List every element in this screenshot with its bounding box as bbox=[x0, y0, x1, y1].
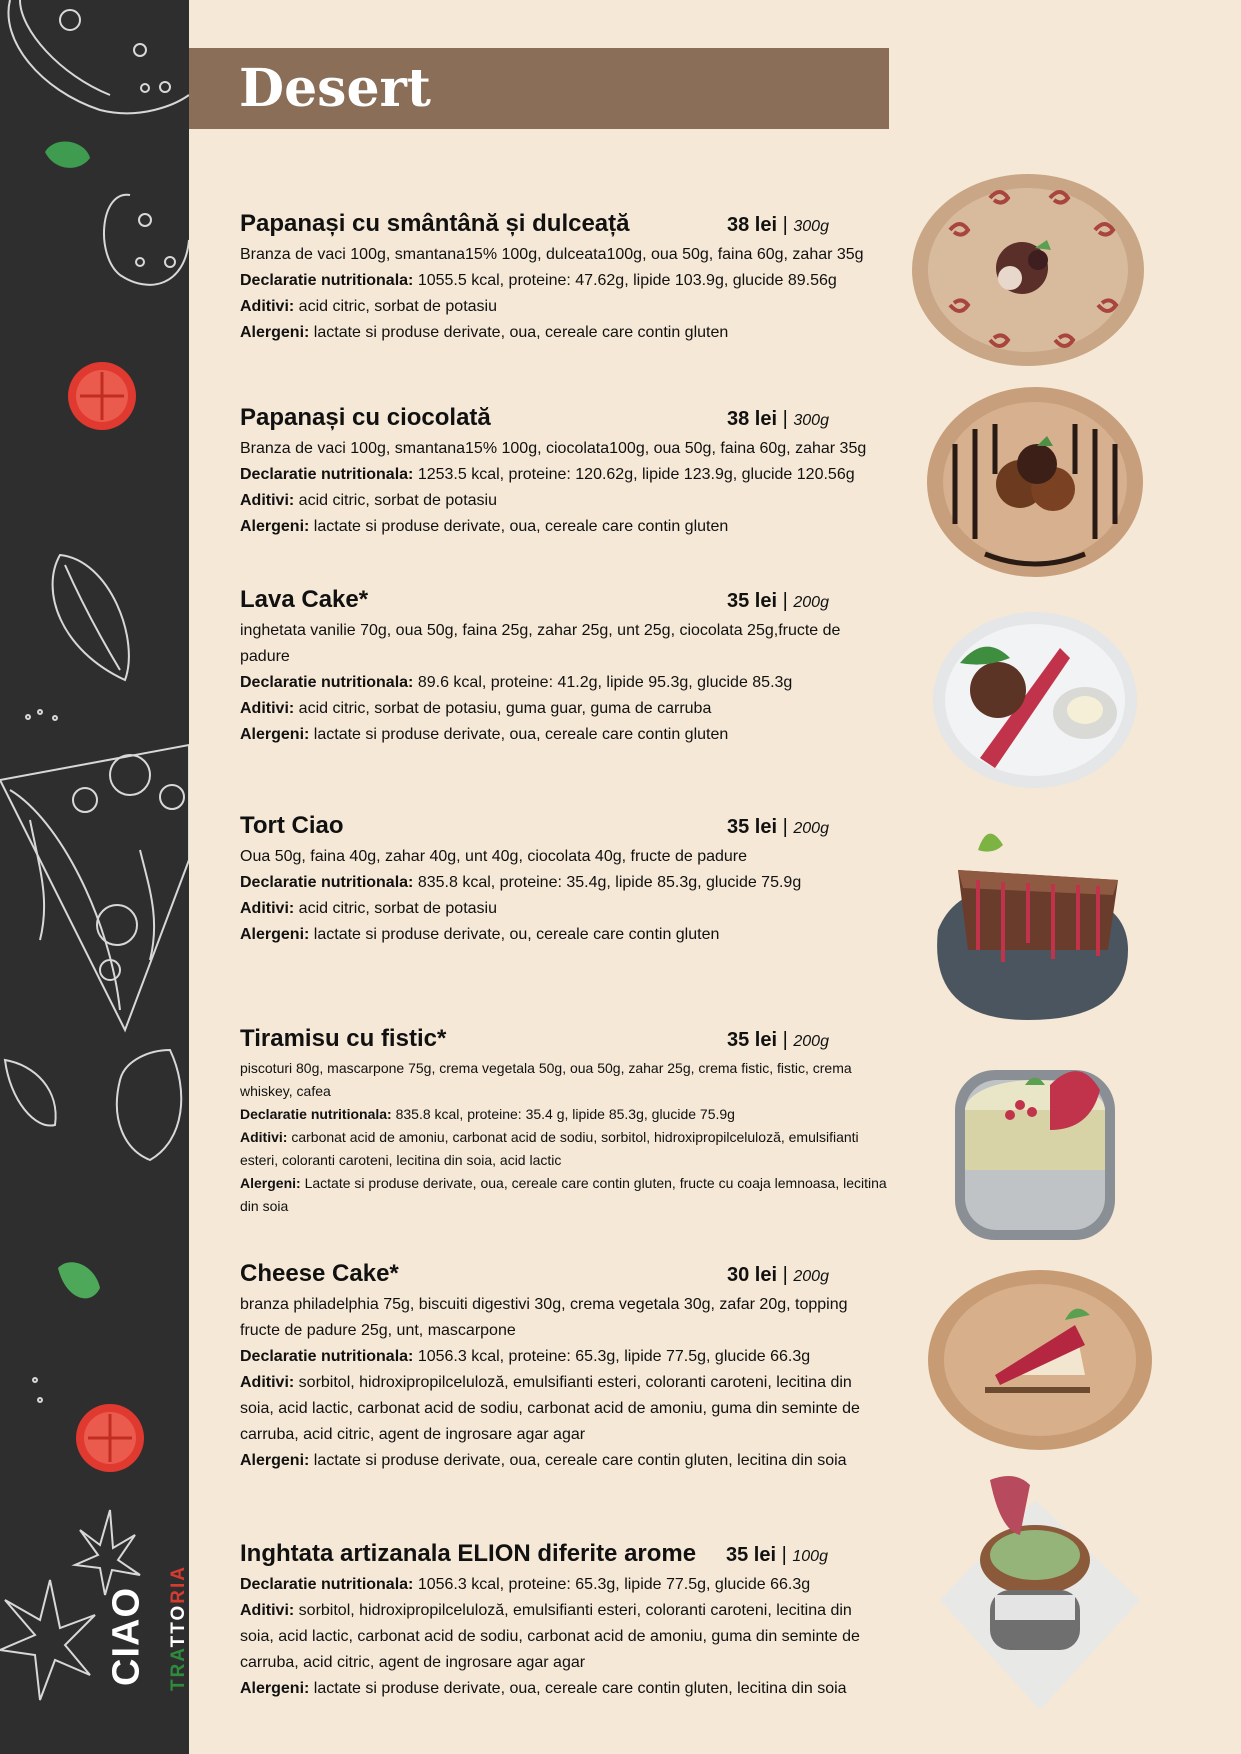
price-separator: | bbox=[782, 408, 788, 430]
nutrition-value: 1055.5 kcal, proteine: 47.62g, lipide 103.9g, glucide 89.56g bbox=[417, 272, 837, 289]
allergens-value: lactate si produse derivate, oua, cereale care contin gluten bbox=[313, 324, 729, 341]
item-price bbox=[727, 816, 829, 839]
nutrition-value: 89.6 kcal, proteine: 41.2g, lipide 95.3g, glucide 85.3g bbox=[417, 674, 793, 691]
additives-label: Aditivi: bbox=[240, 492, 295, 509]
item-nutrition bbox=[240, 1103, 890, 1126]
item-allergens bbox=[240, 1448, 890, 1474]
tiramisu-photo bbox=[940, 1040, 1130, 1250]
item-description bbox=[240, 242, 890, 346]
item-additives bbox=[240, 294, 890, 320]
item-additives bbox=[240, 1126, 890, 1172]
item-weight: 200g bbox=[793, 820, 829, 837]
price-value: 30 lei bbox=[727, 1264, 778, 1286]
item-weight: 200g bbox=[793, 594, 829, 611]
additives-label: Aditivi: bbox=[240, 1129, 288, 1145]
additives-value: acid citric, sorbat de potasiu bbox=[298, 492, 497, 509]
lava-cake-photo bbox=[930, 608, 1140, 793]
additives-label: Aditivi: bbox=[240, 700, 295, 717]
additives-value: sorbitol, hidroxipropilceluloză, emulsifianti esteri, coloranti caroteni, lecitina din soia, acid lactic, carbonat acid de sodiu, carbonat acid de amoniu, guma din seminte de carruba, acid citric, agent de ingrosare agar agar bbox=[240, 1374, 860, 1443]
price-value: 38 lei bbox=[727, 408, 778, 430]
price-value: 35 lei bbox=[727, 590, 778, 612]
item-price bbox=[727, 214, 829, 237]
item-name: Papanași cu smântână și dulceață bbox=[240, 210, 630, 237]
additives-value: acid citric, sorbat de potasiu bbox=[298, 298, 497, 315]
item-additives bbox=[240, 696, 890, 722]
item-nutrition bbox=[240, 1344, 890, 1370]
price-value: 35 lei bbox=[727, 816, 778, 838]
price-separator: | bbox=[782, 214, 788, 236]
nutrition-label: Declaratie nutritionala: bbox=[240, 1348, 414, 1365]
item-additives bbox=[240, 1598, 890, 1676]
menu-item bbox=[240, 1540, 890, 1702]
nutrition-value: 1253.5 kcal, proteine: 120.62g, lipide 123.9g, glucide 120.56g bbox=[417, 466, 855, 483]
item-name: Tort Ciao bbox=[240, 812, 344, 839]
allergens-value: lactate si produse derivate, oua, cereale care contin gluten, lecitina din soia bbox=[313, 1680, 847, 1697]
allergens-value: lactate si produse derivate, oua, cereale care contin gluten bbox=[313, 726, 729, 743]
additives-label: Aditivi: bbox=[240, 1602, 295, 1619]
additives-value: acid citric, sorbat de potasiu, guma guar, guma de carruba bbox=[298, 700, 712, 717]
menu-item bbox=[240, 210, 890, 346]
item-nutrition bbox=[240, 870, 890, 896]
item-additives bbox=[240, 488, 890, 514]
price-separator: | bbox=[782, 1264, 788, 1286]
item-price bbox=[726, 1544, 828, 1567]
item-allergens bbox=[240, 1676, 890, 1702]
item-additives bbox=[240, 896, 890, 922]
item-ingredients: inghetata vanilie 70g, oua 50g, faina 25g, zahar 25g, unt 25g, ciocolata 25g,fructe de padure bbox=[240, 622, 841, 665]
menu-item bbox=[240, 404, 890, 540]
additives-label: Aditivi: bbox=[240, 900, 295, 917]
item-ingredients: branza philadelphia 75g, biscuiti digestivi 30g, crema vegetala 30g, zafar 20g, topping fructe de padure 25g, unt, mascarpone bbox=[240, 1296, 848, 1339]
item-description bbox=[240, 1572, 890, 1702]
tort-ciao-photo bbox=[928, 820, 1138, 1025]
brand-subtitle: TRATTORIA bbox=[168, 1564, 189, 1692]
item-weight: 300g bbox=[793, 218, 829, 235]
decorative-sidebar bbox=[0, 0, 189, 1754]
sidebar-illustrations bbox=[0, 0, 189, 1754]
nutrition-value: 1056.3 kcal, proteine: 65.3g, lipide 77.5g, glucide 66.3g bbox=[417, 1348, 811, 1365]
nutrition-value: 1056.3 kcal, proteine: 65.3g, lipide 77.5g, glucide 66.3g bbox=[417, 1576, 811, 1593]
item-name: Inghtata artizanala ELION diferite arome bbox=[240, 1540, 697, 1567]
item-weight: 100g bbox=[792, 1548, 828, 1565]
menu-item bbox=[240, 812, 890, 948]
item-description bbox=[240, 1292, 890, 1474]
item-allergens bbox=[240, 320, 890, 346]
menu-item bbox=[240, 1025, 890, 1218]
price-value: 35 lei bbox=[727, 1029, 778, 1051]
allergens-label: Alergeni: bbox=[240, 324, 310, 341]
allergens-value: lactate si produse derivate, ou, cereale care contin gluten bbox=[313, 926, 720, 943]
papanasi-dulceata-photo bbox=[910, 170, 1150, 370]
item-description bbox=[240, 844, 890, 948]
price-separator: | bbox=[782, 816, 788, 838]
additives-value: carbonat acid de amoniu, carbonat acid de sodiu, sorbitol, hidroxipropilceluloză, emulsifianti esteri, coloranti caroteni, lecitina din soia, acid lactic bbox=[240, 1129, 859, 1168]
item-name: Cheese Cake* bbox=[240, 1260, 399, 1287]
item-ingredients: Branza de vaci 100g, smantana15% 100g, dulceata100g, oua 50g, faina 60g, zahar 35g bbox=[240, 246, 864, 263]
price-value: 35 lei bbox=[726, 1544, 777, 1566]
item-weight: 200g bbox=[793, 1268, 829, 1285]
item-weight: 200g bbox=[793, 1033, 829, 1050]
additives-label: Aditivi: bbox=[240, 1374, 295, 1391]
brand-name: CIAO bbox=[105, 1587, 148, 1686]
item-description bbox=[240, 436, 890, 540]
item-name: Tiramisu cu fistic* bbox=[240, 1025, 447, 1052]
item-allergens bbox=[240, 722, 890, 748]
ice-cream-photo bbox=[935, 1470, 1145, 1720]
item-nutrition bbox=[240, 462, 890, 488]
allergens-label: Alergeni: bbox=[240, 726, 310, 743]
price-separator: | bbox=[781, 1544, 787, 1566]
item-price bbox=[727, 590, 829, 613]
nutrition-value: 835.8 kcal, proteine: 35.4 g, lipide 85.3g, glucide 75.9g bbox=[395, 1106, 735, 1122]
item-nutrition bbox=[240, 268, 890, 294]
nutrition-value: 835.8 kcal, proteine: 35.4g, lipide 85.3g, glucide 75.9g bbox=[417, 874, 802, 891]
item-weight: 300g bbox=[793, 412, 829, 429]
allergens-value: lactate si produse derivate, oua, cereale care contin gluten bbox=[313, 518, 729, 535]
item-ingredients: piscoturi 80g, mascarpone 75g, crema vegetala 50g, oua 50g, zahar 25g, crema fistic, fistic, crema whiskey, cafea bbox=[240, 1060, 852, 1099]
item-price bbox=[727, 408, 829, 431]
item-name: Lava Cake* bbox=[240, 586, 369, 613]
item-ingredients: Branza de vaci 100g, smantana15% 100g, ciocolata100g, oua 50g, faina 60g, zahar 35g bbox=[240, 440, 867, 457]
allergens-label: Alergeni: bbox=[240, 1452, 310, 1469]
item-price bbox=[727, 1029, 829, 1052]
item-nutrition bbox=[240, 1572, 890, 1598]
item-ingredients: Oua 50g, faina 40g, zahar 40g, unt 40g, ciocolata 40g, fructe de padure bbox=[240, 848, 748, 865]
item-description bbox=[240, 618, 890, 748]
allergens-label: Alergeni: bbox=[240, 518, 310, 535]
menu-item bbox=[240, 1260, 890, 1474]
item-name: Papanași cu ciocolată bbox=[240, 404, 491, 431]
additives-value: sorbitol, hidroxipropilceluloză, emulsifianti esteri, coloranti caroteni, lecitina din soia, acid lactic, carbonat acid de sodiu, carbonat acid de amoniu, guma din seminte de carruba, acid citric, agent de ingrosare agar agar bbox=[240, 1602, 860, 1671]
nutrition-label: Declaratie nutritionala: bbox=[240, 1106, 392, 1122]
additives-label: Aditivi: bbox=[240, 298, 295, 315]
page-title: Desert bbox=[239, 58, 431, 119]
additives-value: acid citric, sorbat de potasiu bbox=[298, 900, 497, 917]
page-title-bar bbox=[189, 48, 889, 129]
item-additives bbox=[240, 1370, 890, 1448]
item-nutrition bbox=[240, 670, 890, 696]
nutrition-label: Declaratie nutritionala: bbox=[240, 466, 414, 483]
allergens-label: Alergeni: bbox=[240, 1680, 310, 1697]
allergens-label: Alergeni: bbox=[240, 1175, 301, 1191]
price-separator: | bbox=[782, 590, 788, 612]
nutrition-label: Declaratie nutritionala: bbox=[240, 874, 414, 891]
allergens-label: Alergeni: bbox=[240, 926, 310, 943]
nutrition-label: Declaratie nutritionala: bbox=[240, 272, 414, 289]
item-allergens bbox=[240, 514, 890, 540]
item-price bbox=[727, 1264, 829, 1287]
menu-item bbox=[240, 586, 890, 748]
allergens-value: Lactate si produse derivate, oua, cereale care contin gluten, fructe cu coaja lemnoasa, lecitina din soia bbox=[240, 1175, 887, 1214]
nutrition-label: Declaratie nutritionala: bbox=[240, 674, 414, 691]
allergens-value: lactate si produse derivate, oua, cereale care contin gluten, lecitina din soia bbox=[313, 1452, 847, 1469]
papanasi-ciocolata-photo bbox=[925, 384, 1145, 580]
item-allergens bbox=[240, 1172, 890, 1218]
brand-logo bbox=[105, 1555, 189, 1710]
item-allergens bbox=[240, 922, 890, 948]
nutrition-label: Declaratie nutritionala: bbox=[240, 1576, 414, 1593]
price-separator: | bbox=[782, 1029, 788, 1051]
price-value: 38 lei bbox=[727, 214, 778, 236]
cheese-cake-photo bbox=[925, 1265, 1155, 1455]
item-description bbox=[240, 1057, 890, 1218]
